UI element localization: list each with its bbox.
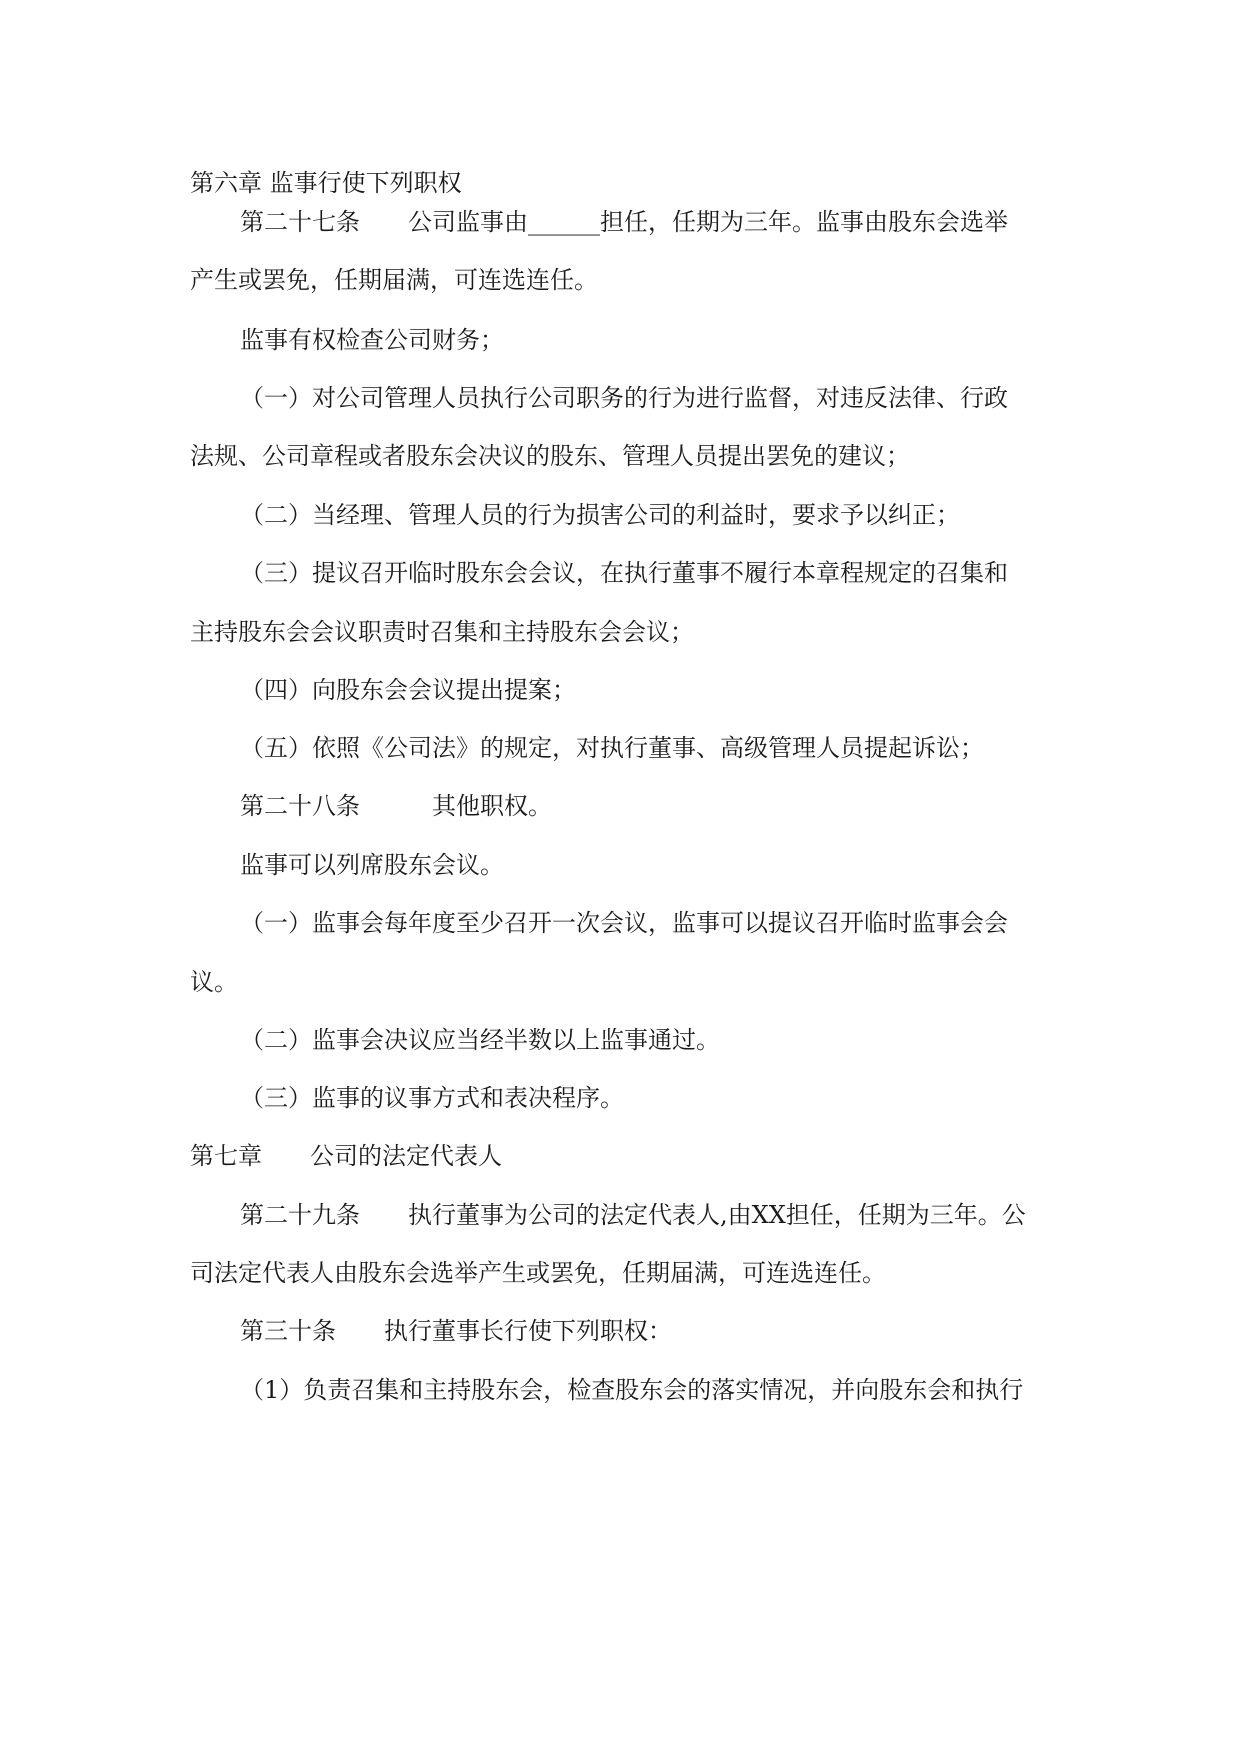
meeting-clause-3: （三）监事的议事方式和表决程序。	[240, 1084, 624, 1112]
article-29-line-1: 第二十九条 执行董事为公司的法定代表人,由XX担任，任期为三年。公	[240, 1201, 1026, 1229]
chapter-7-heading: 第七章 公司的法定代表人	[190, 1142, 502, 1170]
meeting-clause-2: （二）监事会决议应当经半数以上监事通过。	[240, 1026, 720, 1054]
meeting-clause-1-line-2: 议。	[190, 968, 238, 996]
article-30-item-1: （1）负责召集和主持股东会，检查股东会的落实情况，并向股东会和执行	[240, 1376, 1024, 1404]
article-30: 第三十条 执行董事长行使下列职权：	[240, 1317, 672, 1345]
supervisor-right-inspect-finance: 监事有权检查公司财务；	[240, 326, 504, 354]
clause-3-line-1: （三）提议召开临时股东会会议，在执行董事不履行本章程规定的召集和	[240, 559, 1008, 587]
clause-5: （五）依照《公司法》的规定，对执行董事、高级管理人员提起诉讼；	[240, 734, 984, 762]
clause-2: （二）当经理、管理人员的行为损害公司的利益时，要求予以纠正；	[240, 501, 960, 529]
chapter-6-heading: 第六章 监事行使下列职权	[190, 169, 462, 197]
article-29-line-2: 司法定代表人由股东会选举产生或罢免，任期届满，可连选连任。	[190, 1259, 886, 1287]
clause-3-line-2: 主持股东会会议职责时召集和主持股东会会议；	[190, 618, 694, 646]
article-28: 第二十八条 其他职权。	[240, 792, 552, 820]
supervisor-attend-meetings: 监事可以列席股东会议。	[240, 851, 504, 879]
article-27-line-2: 产生或罢免，任期届满，可连选连任。	[190, 266, 598, 294]
meeting-clause-1-line-1: （一）监事会每年度至少召开一次会议，监事可以提议召开临时监事会会	[240, 909, 1008, 937]
clause-4: （四）向股东会会议提出提案；	[240, 676, 576, 704]
article-27-line-1: 第二十七条 公司监事由______担任，任期为三年。监事由股东会选举	[240, 208, 1008, 236]
clause-1-line-2: 法规、公司章程或者股东会决议的股东、管理人员提出罢免的建议；	[190, 442, 910, 470]
clause-1-line-1: （一）对公司管理人员执行公司职务的行为进行监督，对违反法律、行政	[240, 384, 1008, 412]
